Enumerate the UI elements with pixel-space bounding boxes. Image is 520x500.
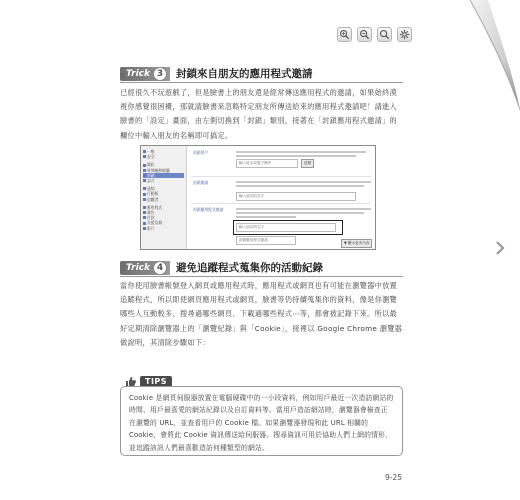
sidebar-item: 一般 xyxy=(143,149,184,154)
next-page-arrow-icon[interactable] xyxy=(495,240,505,256)
trick-number: 3 xyxy=(153,67,167,81)
heading-rule xyxy=(120,82,403,83)
sidebar-item: 安全 xyxy=(143,154,184,159)
screenshot-main xyxy=(191,146,375,249)
sidebar-item: 行動版 xyxy=(143,191,184,196)
sidebar-item: 應用程式 xyxy=(143,205,184,210)
section-3-body: 已經很久不玩遊戲了，但是臉書上的朋友還是經常傳送應用程式的邀請，如果始終漠視你感覺很困擾，那就請臉書來忽略特定朋友所傳送給來的應用程式邀請吧！請進入臉書的「設定」畫面，由左側切換到「封鎖」類別，接著在「封鎖應用程式邀請」的欄位中輸入朋友的名稱即可搞定。 xyxy=(120,88,398,140)
sidebar-item: 付款 xyxy=(143,215,184,220)
sidebar-item: 支援信箱 xyxy=(143,220,184,225)
row-input: 封鎖應用程式邀請 xyxy=(236,236,296,245)
zoom-in-icon xyxy=(339,29,350,40)
text-line xyxy=(236,181,371,183)
sidebar-item: 追蹤者 xyxy=(143,197,184,202)
trick-number: 4 xyxy=(153,261,167,275)
zoom-out-icon xyxy=(359,29,370,40)
settings-button[interactable] xyxy=(397,27,412,42)
sidebar-item: 隱私 xyxy=(143,162,184,167)
section-title: 封鎖來自朋友的應用程式邀請 xyxy=(176,68,313,80)
row-button: 封鎖 xyxy=(301,159,314,168)
row-input: 輸入姓名或電子郵件 xyxy=(236,159,298,168)
row-label: 封鎖應用程式邀請 xyxy=(193,207,224,212)
text-line xyxy=(236,208,371,210)
search-button[interactable] xyxy=(377,27,392,42)
heading-rule xyxy=(120,276,403,277)
text-line xyxy=(236,212,364,214)
separator xyxy=(191,203,371,204)
sidebar-item: 語言 xyxy=(143,178,184,183)
row-input: 輸入朋友的名字 xyxy=(236,223,336,232)
highlight-box xyxy=(233,220,343,235)
tips-label: TIPS xyxy=(140,376,172,387)
separator xyxy=(191,176,371,177)
tips-box xyxy=(120,386,403,456)
zoom-in-button[interactable] xyxy=(337,27,352,42)
text-line xyxy=(236,151,366,153)
trick-badge xyxy=(120,67,170,81)
gear-icon xyxy=(399,29,410,40)
page-number: 9-25 xyxy=(385,473,403,482)
tips-text: Cookie 是網頁伺服器放置在電腦硬碟中的一小段資料，例如用戶最近一次造訪網站的時間、用戶最喜愛的網站紀錄以及自訂資料等。當用戶造訪網站時，瀏覽器會檢查正在瀏覽的 URL，並查看用戶的 Cookie 檔。如果瀏覽器發現和此 URL 相關的 Cookie，會將此 Cookie 資訊傳送給伺服器。搜尋資訊可用於協助人們上網的情形，並追蹤該訊人們最喜歡造訪何種類型的網站。 xyxy=(129,394,394,452)
sidebar-item: 影片 xyxy=(143,226,184,231)
trick-label: Trick xyxy=(126,262,150,273)
trick-badge xyxy=(120,261,170,275)
settings-screenshot xyxy=(140,145,376,250)
row-button: ▼ 顯示更多內容 xyxy=(341,239,372,248)
section-3-heading xyxy=(120,66,313,81)
search-icon xyxy=(379,29,390,40)
zoom-out-button[interactable] xyxy=(357,27,372,42)
section-4-body: 當你使用臉書帳號登入網頁或應用程式時，應用程式或網頁也有可能在瀏覽器中放置追蹤程式，所以即使網頁應用程式或網頁，臉書等仍持續蒐集你的資料，像是你瀏覽哪些人互動較多、搜尋過哪些網頁、下載過哪些程式⋯等，都會被記錄下來。所以最好定期清除瀏覽器上的「瀏覽紀錄」與「Cookie」，接裡以 Google Chrome 瀏覽器做說明，其清除步驟如下： xyxy=(120,281,403,347)
screenshot-sidebar xyxy=(141,146,187,249)
reader-toolbar xyxy=(337,27,412,42)
text-line xyxy=(236,185,364,187)
section-4-heading xyxy=(120,260,323,275)
sidebar-item: 通知 xyxy=(143,186,184,191)
row-label: 封鎖用戶 xyxy=(193,150,209,155)
sidebar-item-blocking: 封鎖 xyxy=(143,173,184,178)
section-title: 避免追蹤程式蒐集你的活動紀錄 xyxy=(176,262,323,274)
row-input: 輸入朋友的名字 xyxy=(236,192,356,201)
trick-label: Trick xyxy=(126,68,150,79)
row-label: 封鎖邀請 xyxy=(193,180,209,185)
sidebar-item: 廣告 xyxy=(143,210,184,215)
text-line xyxy=(236,155,356,157)
page-curl-decoration[interactable] xyxy=(450,0,520,110)
text-line xyxy=(236,216,296,218)
sidebar-item: 時間軸和標籤 xyxy=(143,168,184,173)
